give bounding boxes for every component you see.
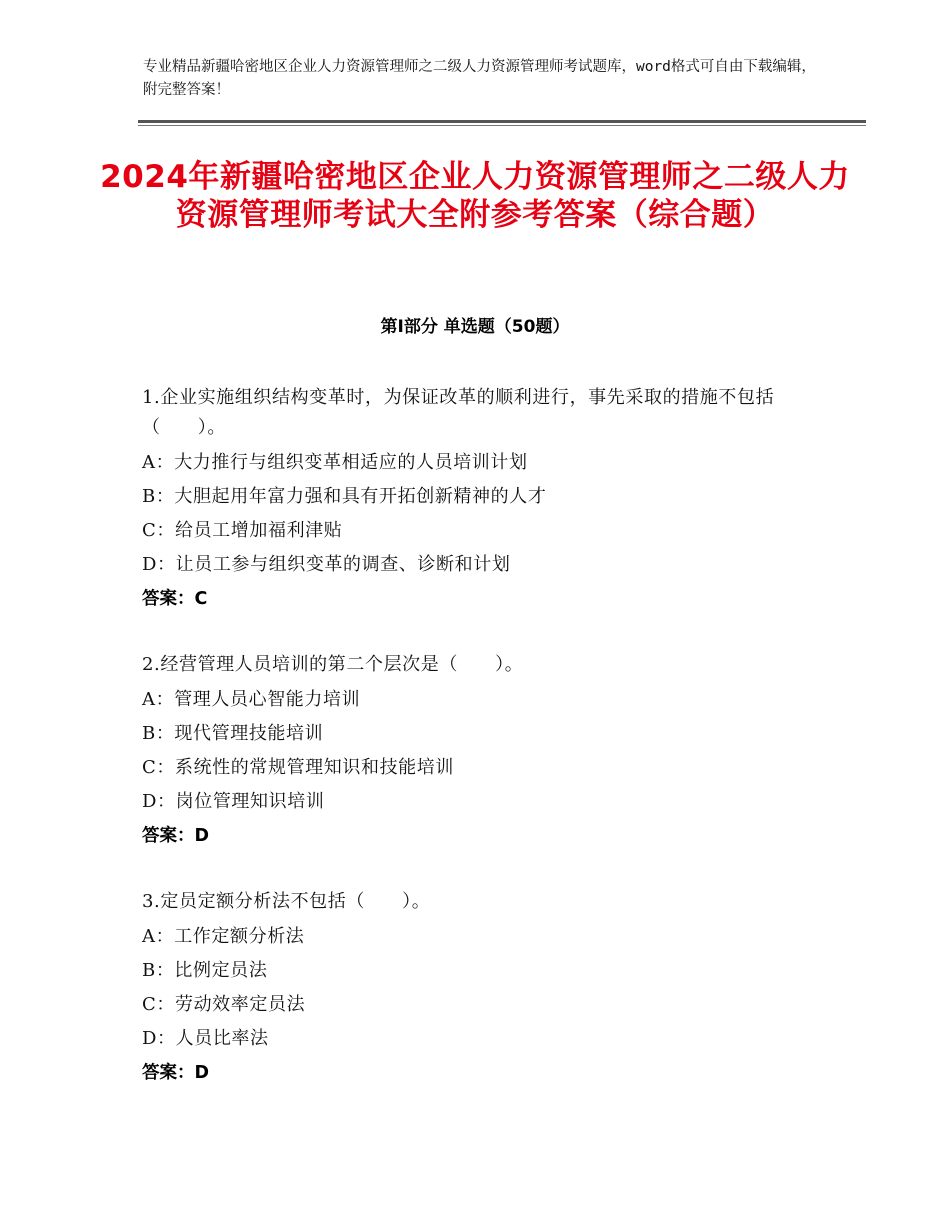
question-1 <box>142 383 832 616</box>
section-heading: 第Ⅰ部分 单选题（50题） <box>380 317 570 337</box>
question-3 <box>142 887 832 1090</box>
question-text: 3.定员定额分析法不包括（ ）。 <box>142 891 431 912</box>
option-c: C：劳动效率定员法 <box>142 994 306 1015</box>
option-c: C：系统性的常规管理知识和技能培训 <box>142 757 454 778</box>
option-d: D：人员比率法 <box>142 1028 269 1049</box>
option-c: C：给员工增加福利津贴 <box>142 520 343 541</box>
answer: 答案：D <box>142 1063 210 1083</box>
question-text: 2.经营管理人员培训的第二个层次是（ ）。 <box>142 654 524 675</box>
question-text: 1.企业实施组织结构变革时，为保证改革的顺利进行，事先采取的措施不包括（ ）。 <box>142 387 775 438</box>
option-d: D：让员工参与组织变革的调查、诊断和计划 <box>142 554 511 575</box>
answer: 答案：D <box>142 826 210 846</box>
question-list <box>142 383 832 1124</box>
question-2 <box>142 650 832 853</box>
option-a: A：管理人员心智能力培训 <box>142 689 361 710</box>
answer: 答案：C <box>142 589 208 609</box>
option-b: B：大胆起用年富力强和具有开拓创新精神的人才 <box>142 486 547 507</box>
option-d: D：岗位管理知识培训 <box>142 791 325 812</box>
header-rule-thin <box>138 125 866 126</box>
option-a: A：大力推行与组织变革相适应的人员培训计划 <box>142 452 528 473</box>
document-title: 2024年新疆哈密地区企业人力资源管理师之二级人力资源管理师考试大全附参考答案（综合题） <box>100 159 850 233</box>
option-a: A：工作定额分析法 <box>142 926 305 947</box>
option-b: B：现代管理技能培训 <box>142 723 324 744</box>
option-b: B：比例定员法 <box>142 960 268 981</box>
header-note: 专业精品新疆哈密地区企业人力资源管理师之二级人力资源管理师考试题库，word格式可自由下载编辑，附完整答案！ <box>143 59 816 98</box>
header-rule-thick <box>138 120 866 123</box>
